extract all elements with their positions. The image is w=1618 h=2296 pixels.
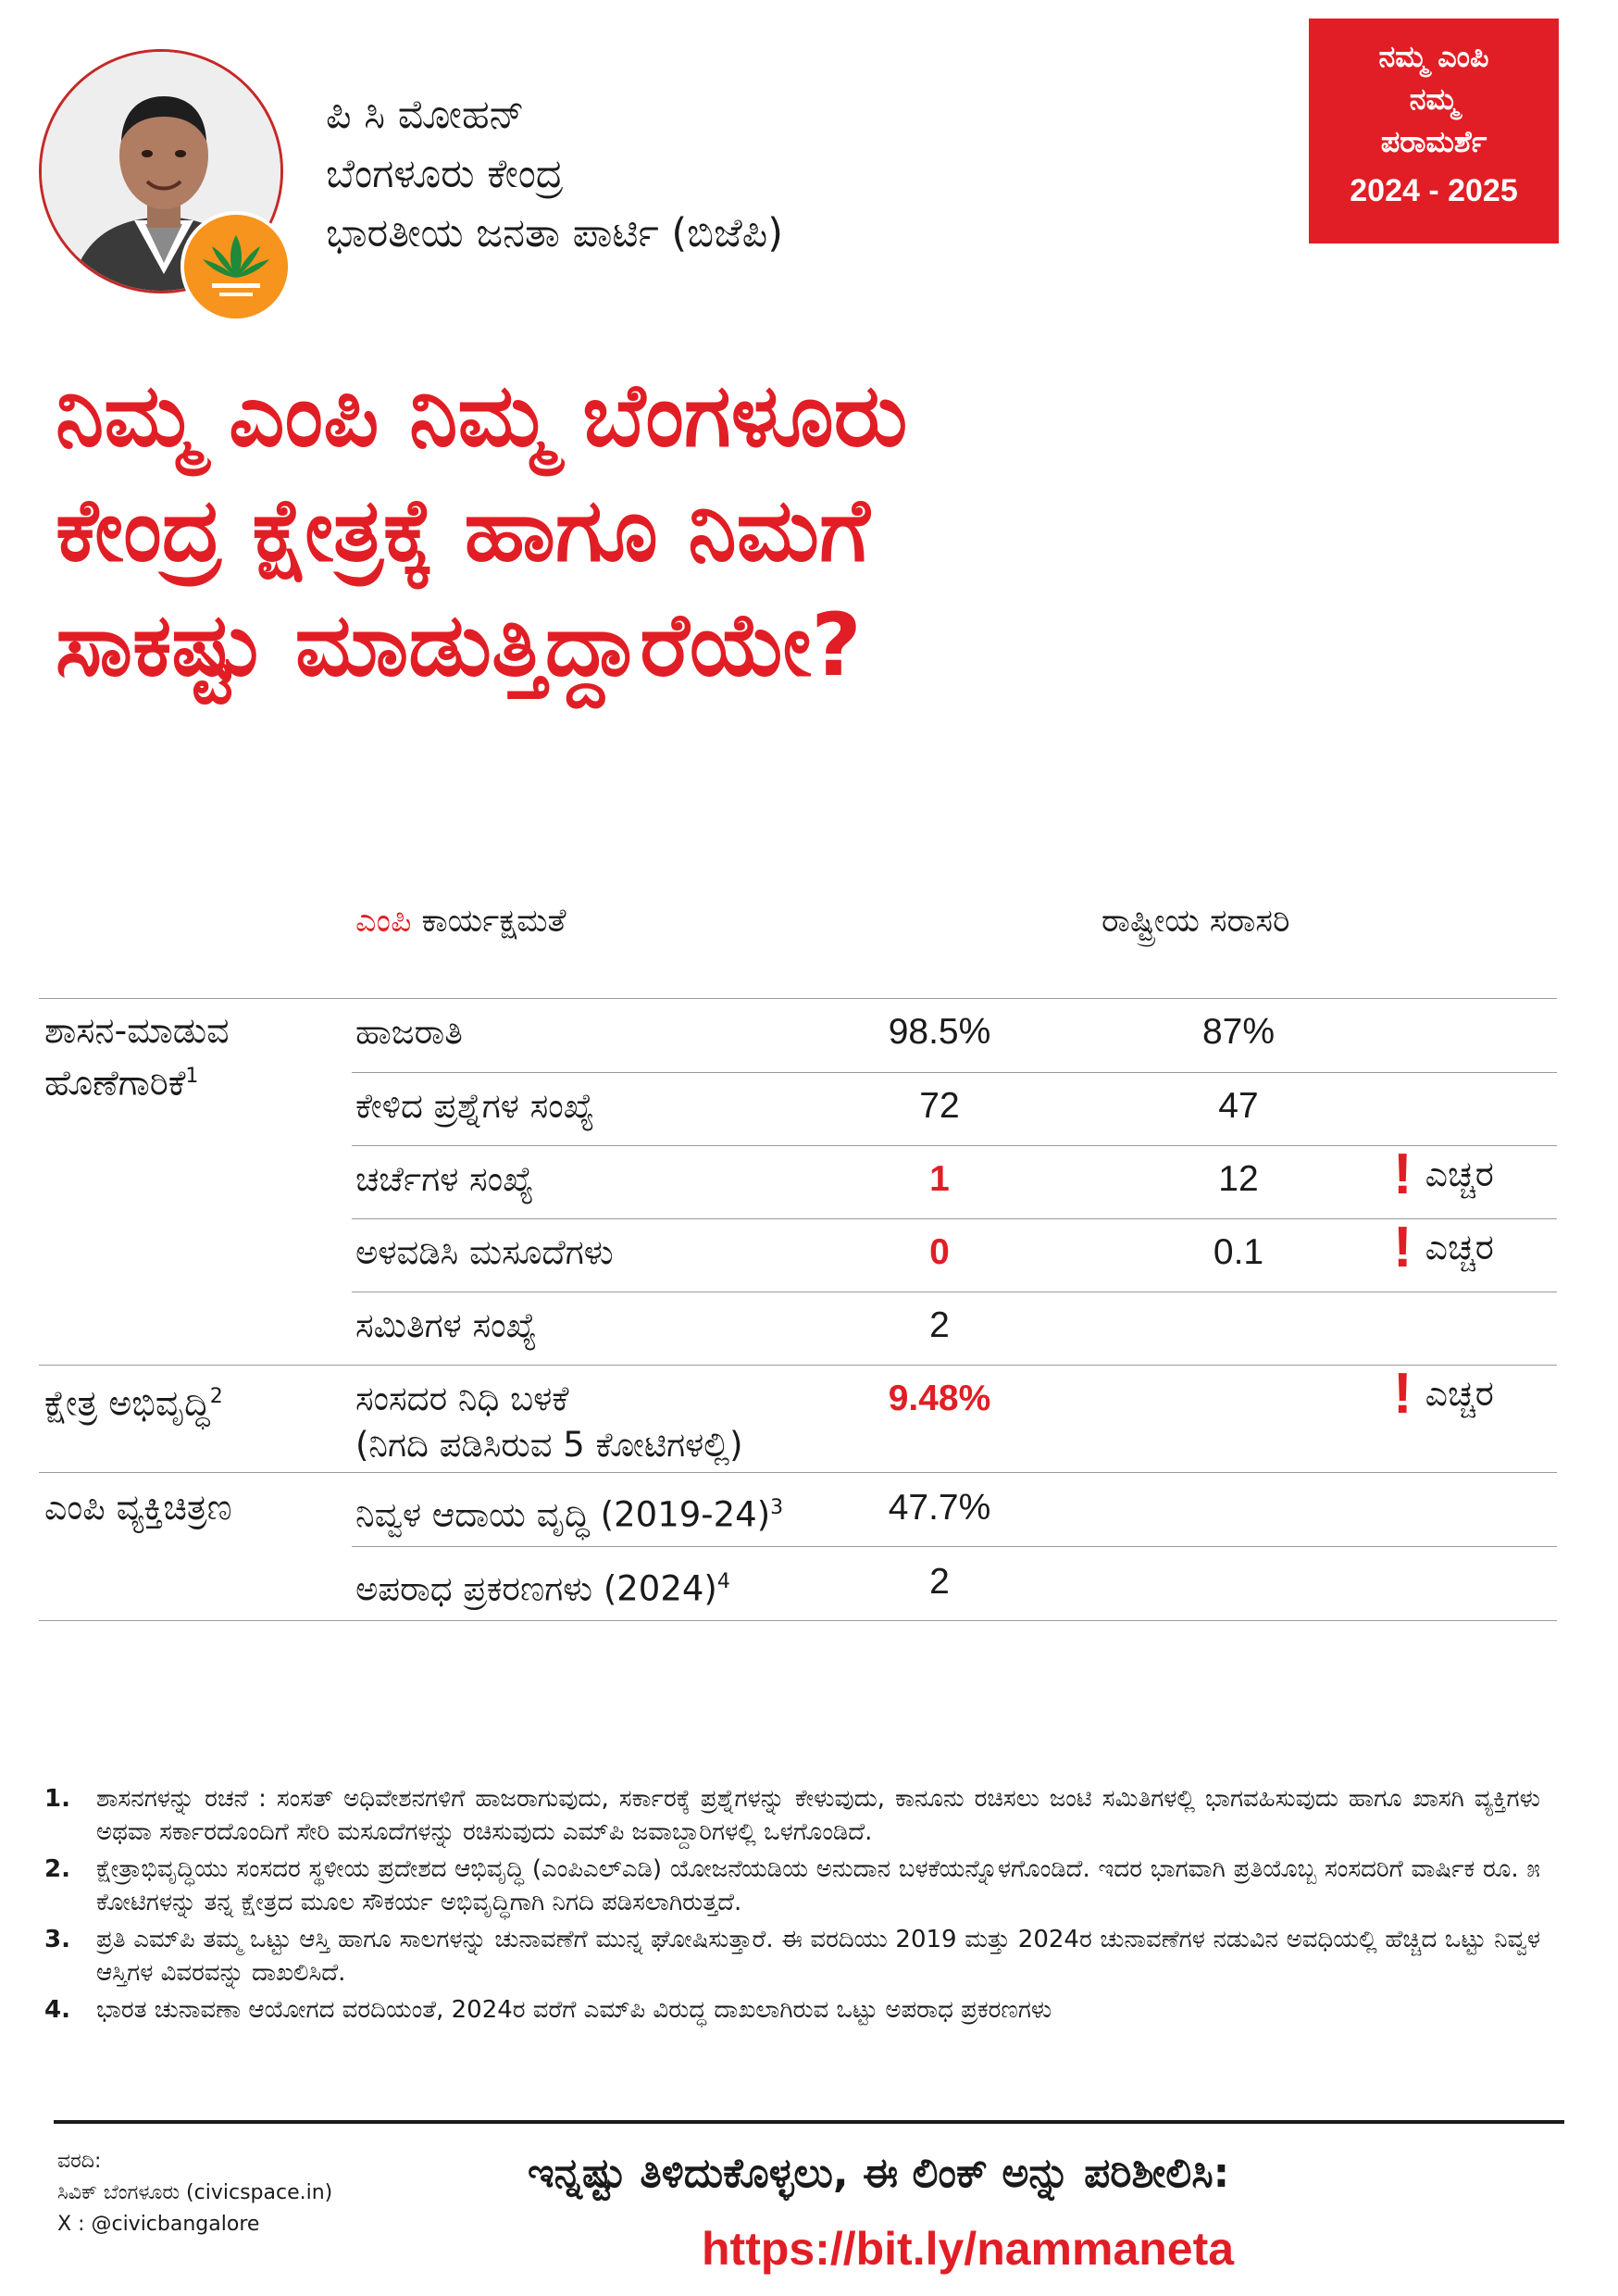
mp-name: ಪಿ ಸಿ ಮೋಹನ್ [326,92,525,138]
mp-header-rest: ಕಾರ್ಯಕ್ಷಮತೆ [411,903,566,940]
footnote-item [44,1993,1540,2027]
footnote-item [44,1923,1540,1990]
mp-info [326,85,783,263]
footnote-item [44,1853,1540,1919]
footnote-ref: 2 [209,1385,223,1408]
footnote-item [44,1782,1540,1849]
category-development [44,1374,223,1427]
namma-mp-badge [1309,19,1559,243]
footnote-ref: 3 [770,1496,784,1519]
metric-questions: ಕೇಳಿದ ಪ್ರಶ್ನೆಗಳ ಸಂಖ್ಯೆ [355,1086,595,1126]
mp-value-mplads: 9.48% [888,1379,991,1418]
exclamation-icon: ! [1393,1142,1413,1206]
category-development-label: ಕ್ಷೇತ್ರ ಅಭಿವೃದ್ಧಿ [44,1382,210,1424]
national-value-bills: 0.1 [1213,1232,1264,1272]
metric-debates: ಚರ್ಚೆಗಳ ಸಂಖ್ಯೆ [355,1159,534,1199]
exclamation-icon: ! [1393,1216,1413,1279]
metric-bills: ಅಳವಡಿಸಿ ಮಸೂದೆಗಳು [355,1232,614,1272]
badge-line-2: ನಮ್ಮ [1409,81,1459,117]
metric-mplads [355,1376,743,1468]
national-value-attendance: 87% [1201,1012,1276,1052]
metric-attendance: ಹಾಜರಾತಿ [355,1012,463,1052]
mp-value-bills: 0 [929,1232,950,1272]
headline-line-1: ನಿಮ್ಮ ಎಂಪಿ ನಿಮ್ಮ ಬೆಂಗಳೂರು [56,366,908,467]
warning-label: ಎಚ್ಚರ [1425,1227,1494,1267]
footnote-number: 3. [44,1926,70,1953]
category-legislative [44,1007,230,1106]
byline-x-handle: X : @civicbangalore [57,2213,260,2236]
headline-line-3: ಸಾಕಷ್ಟು ಮಾಡುತ್ತಿದ್ದಾರೆಯೇ? [56,595,862,696]
badge-years: 2024 - 2025 [1350,173,1518,208]
warning-mplads [1393,1362,1494,1426]
mp-value-criminal: 2 [929,1562,950,1602]
national-value-debates: 12 [1218,1159,1259,1199]
national-value-questions: 47 [1218,1086,1259,1126]
footnote-text: ಕ್ಷೇತ್ರಾಭಿವೃದ್ಧಿಯು ಸಂಸದರ ಸ್ಥಳೀಯ ಪ್ರದೇಶದ ಆಭಿವೃದ್ಧಿ (ಎಂಪಿಎಲ್‌ಎಡಿ) ಯೋಜನೆಯಡಿಯ ಅನುದಾನ ಬಳಕೆಯನ್ನೊಳಗೊಂಡಿದೆ. ಇದರ ಭಾಗವಾಗಿ ಪ್ರತಿಯೊಬ್ಬ ಸಂಸದರಿಗೆ ವಾರ್ಷಿಕ ರೂ. ೫ ಕೋಟಿಗಳನ್ನು ತನ್ನ ಕ್ಷೇತ್ರದ ಮೂಲ ಸೌಕರ್ಯ ಅಭಿವೃದ್ಧಿಗಾಗಿ ನಿಗದಿ ಪಡಿಸಲಾಗಿರುತ್ತದೆ. [96,1855,1540,1916]
mp-party: ಭಾರತೀಯ ಜನತಾ ಪಾರ್ಟಿ (ಬಿಜೆಪಿ) [326,210,784,256]
table-rule [352,1218,1557,1219]
table-rule [352,1546,1557,1547]
mp-value-questions: 72 [919,1086,960,1126]
warning-debates [1393,1142,1494,1206]
mp-value-attendance: 98.5% [888,1012,991,1052]
table-rule [39,1472,1557,1473]
badge-line-3: ಪರಾಮರ್ಶೆ [1380,124,1487,159]
byline-org: ಸಿವಿಕ್ ಬೆಂಗಳೂರು (civicspace.in) [57,2181,333,2204]
table-rule [39,998,1557,999]
warning-label: ಎಚ್ಚರ [1425,1154,1494,1194]
footnote-text: ಭಾರತ ಚುನಾವಣಾ ಆಯೋಗದ ವರದಿಯಂತೆ, 2024ರ ವರೆಗೆ ಎಮ್‌ಪಿ ವಿರುದ್ಧ ದಾಖಲಾಗಿರುವ ಒಟ್ಟು ಅಪರಾಧ ಪ್ರಕರಣಗಳು [96,1996,1052,2024]
national-average-header: ರಾಷ್ಟ್ರೀಯ ಸರಾಸರಿ [1101,903,1290,940]
category-profile-label: ಎಂಪಿ ವ್ಯಕ್ತಿಚಿತ್ರಣ [44,1487,232,1528]
table-rule [352,1145,1557,1146]
more-info-text: ಇನ್ನಷ್ಟು ತಿಳಿದುಕೊಳ್ಳಲು, ಈ ಲಿಂಕ್ ಅನ್ನು ಪರಿಶೀಲಿಸಿ: [528,2150,1230,2197]
mp-header-red: ಎಂಪಿ [355,903,412,940]
lotus-icon [184,215,288,318]
mp-performance-header [355,903,566,940]
metric-committees: ಸಮಿತಿಗಳ ಸಂಖ್ಯೆ [355,1305,538,1345]
metric-income [355,1485,783,1538]
badge-line-1: ನಮ್ಮ ಎಂಪಿ [1378,39,1489,74]
warning-label: ಎಚ್ಚರ [1425,1373,1494,1414]
mp-value-debates: 1 [929,1159,950,1199]
headline-line-2: ಕೇಂದ್ರ ಕ್ಷೇತ್ರಕ್ಕೆ ಹಾಗೂ ನಿಮಗೆ [56,480,870,581]
metric-criminal [355,1559,730,1612]
footnote-number: 4. [44,1996,70,2024]
category-legislative-line-1: ಶಾಸನ-ಮಾಡುವ [44,1010,230,1051]
report-byline [57,2146,332,2240]
footnote-number: 1. [44,1785,70,1813]
more-info-link[interactable]: https://bit.ly/nammaneta [702,2223,1235,2275]
metric-criminal-label: ಅಪರಾಧ ಪ್ರಕರಣಗಳು (2024) [355,1568,717,1609]
bjp-lotus-logo [180,211,292,322]
footnotes [44,1782,1540,2030]
category-profile [44,1484,232,1530]
footnote-text: ಪ್ರತಿ ಎಮ್‌ಪಿ ತಮ್ಮ ಒಟ್ಟು ಆಸ್ತಿ ಹಾಗೂ ಸಾಲಗಳನ್ನು ಚುನಾವಣೆಗೆ ಮುನ್ನ ಘೋಷಿಸುತ್ತಾರೆ. ಈ ವರದಿಯು 2019 ಮತ್ತು 2024ರ ಚುನಾವಣೆಗಳ ನಡುವಿನ ಅವಧಿಯಲ್ಲಿ ಹೆಚ್ಚಿದ ಒಟ್ಟು ನಿವ್ವಳ ಆಸ್ತಿಗಳ ವಿವರವನ್ನು ದಾಖಲಿಸಿದೆ. [96,1926,1540,1987]
mp-value-income: 47.7% [888,1488,991,1528]
footnote-number: 2. [44,1855,70,1883]
mp-value-committees: 2 [929,1305,950,1345]
byline-label: ವರದಿ: [57,2150,102,2173]
footnote-ref: 1 [185,1065,199,1088]
footnote-ref: 4 [716,1570,730,1593]
warning-bills [1393,1216,1494,1279]
metric-mplads-line-2: (ನಿಗದಿ ಪಡಿಸಿರುವ 5 ಕೋಟಿಗಳಲ್ಲಿ) [355,1425,743,1465]
footnote-text: ಶಾಸನಗಳನ್ನು ರಚನೆ : ಸಂಸತ್ ಅಧಿವೇಶನಗಳಿಗೆ ಹಾಜರಾಗುವುದು, ಸರ್ಕಾರಕ್ಕೆ ಪ್ರಶ್ನೆಗಳನ್ನು ಕೇಳುವುದು, ಕಾನೂನು ರಚಿಸಲು ಜಂಟಿ ಸಮಿತಿಗಳಲ್ಲಿ ಭಾಗವಹಿಸುವುದು ಹಾಗೂ ಖಾಸಗಿ ವ್ಯಕ್ತಿಗಳು ಅಥವಾ ಸರ್ಕಾರದೊಂದಿಗೆ ಸೇರಿ ಮಸೂದೆಗಳನ್ನು ರಚಿಸುವುದು ಎಮ್‌ಪಿ ಜವಾಬ್ದಾರಿಗಳಲ್ಲಿ ಒಳಗೊಂಡಿದೆ. [96,1785,1540,1846]
table-rule [39,1620,1557,1621]
metric-income-label: ನಿವ್ವಳ ಆದಾಯ ವೃದ್ಧಿ (2019-24) [355,1494,771,1535]
headline [56,359,1574,704]
exclamation-icon: ! [1393,1362,1413,1426]
table-rule [39,1365,1557,1366]
mp-constituency: ಬೆಂಗಳೂರು ಕೇಂದ್ರ [326,151,564,197]
metric-mplads-line-1: ಸಂಸದರ ನಿಧಿ ಬಳಕೆ [355,1379,569,1418]
table-rule [352,1072,1557,1073]
category-legislative-line-2: ಹೊಣೆಗಾರಿಕೆ [44,1062,186,1104]
footer-divider [54,2120,1564,2124]
